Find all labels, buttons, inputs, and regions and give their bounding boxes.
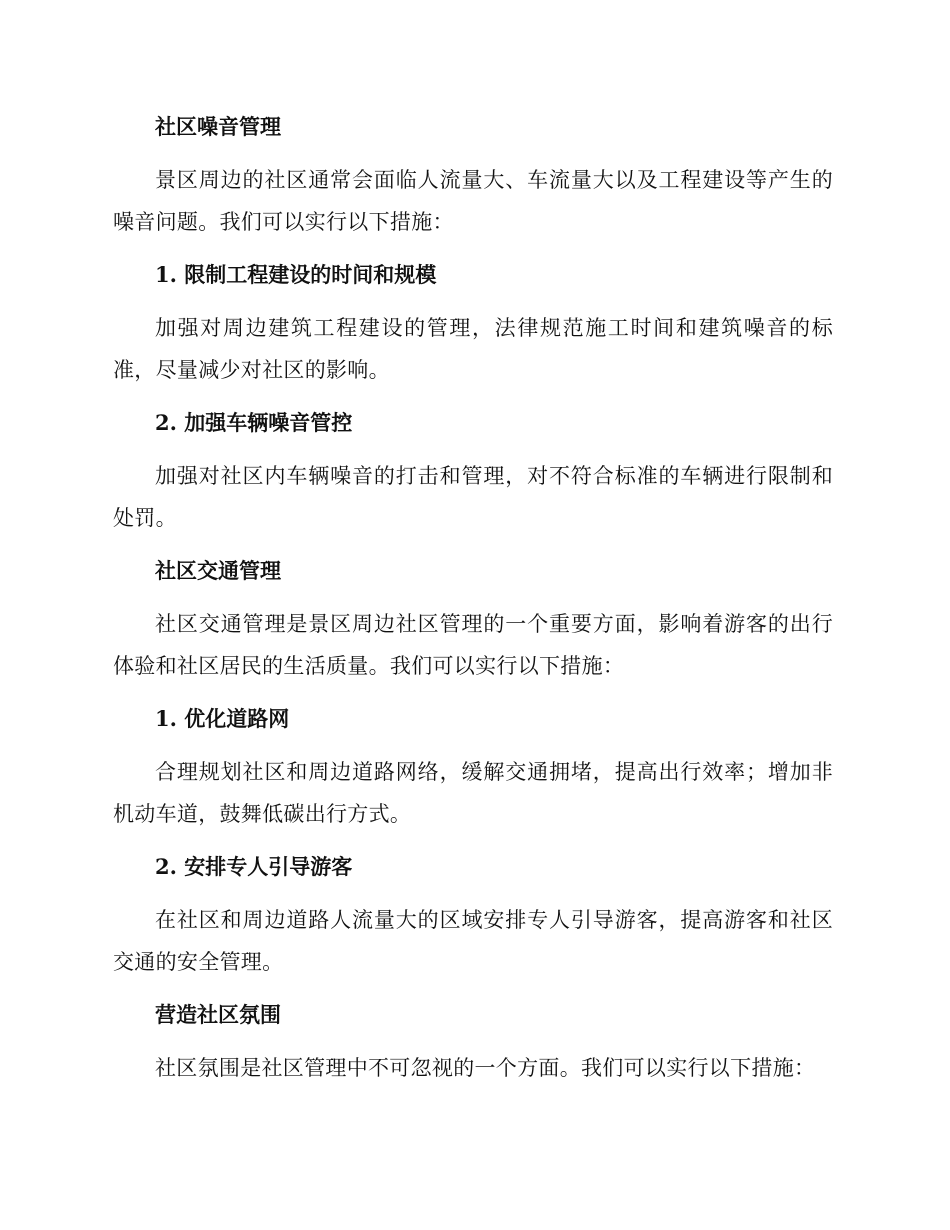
paragraph-vehicle-noise: 加强对社区内车辆噪音的打击和管理，对不符合标准的车辆进行限制和处罚。: [113, 464, 833, 530]
paragraph-construction-limits: 加强对周边建筑工程建设的管理，法律规范施工时间和建筑噪音的标准，尽量减少对社区的影响。: [113, 316, 833, 382]
subheading-road-network: 1. 优化道路网: [155, 706, 290, 731]
subheading-vehicle-noise: 2. 加强车辆噪音管控: [155, 410, 353, 435]
document-body: [113, 107, 833, 1101]
paragraph-traffic-intro: 社区交通管理是景区周边社区管理的一个重要方面，影响着游客的出行体验和社区居民的生活质量。我们可以实行以下措施：: [113, 612, 833, 678]
section-heading-noise: 社区噪音管理: [155, 114, 281, 139]
paragraph-road-network: 合理规划社区和周边道路网络，缓解交通拥堵，提高出行效率；增加非机动车道，鼓舞低碳出行方式。: [113, 760, 833, 826]
section-heading-traffic: 社区交通管理: [155, 558, 281, 583]
subheading-construction-limits: 1. 限制工程建设的时间和规模: [155, 262, 437, 287]
paragraph-guide-visitors: 在社区和周边道路人流量大的区域安排专人引导游客，提高游客和社区交通的安全管理。: [113, 908, 833, 974]
subheading-guide-visitors: 2. 安排专人引导游客: [155, 854, 353, 879]
paragraph-atmosphere-intro: 社区氛围是社区管理中不可忽视的一个方面。我们可以实行以下措施：: [155, 1056, 816, 1080]
paragraph-noise-intro: 景区周边的社区通常会面临人流量大、车流量大以及工程建设等产生的噪音问题。我们可以实行以下措施：: [113, 168, 833, 234]
section-heading-atmosphere: 营造社区氛围: [155, 1002, 281, 1027]
